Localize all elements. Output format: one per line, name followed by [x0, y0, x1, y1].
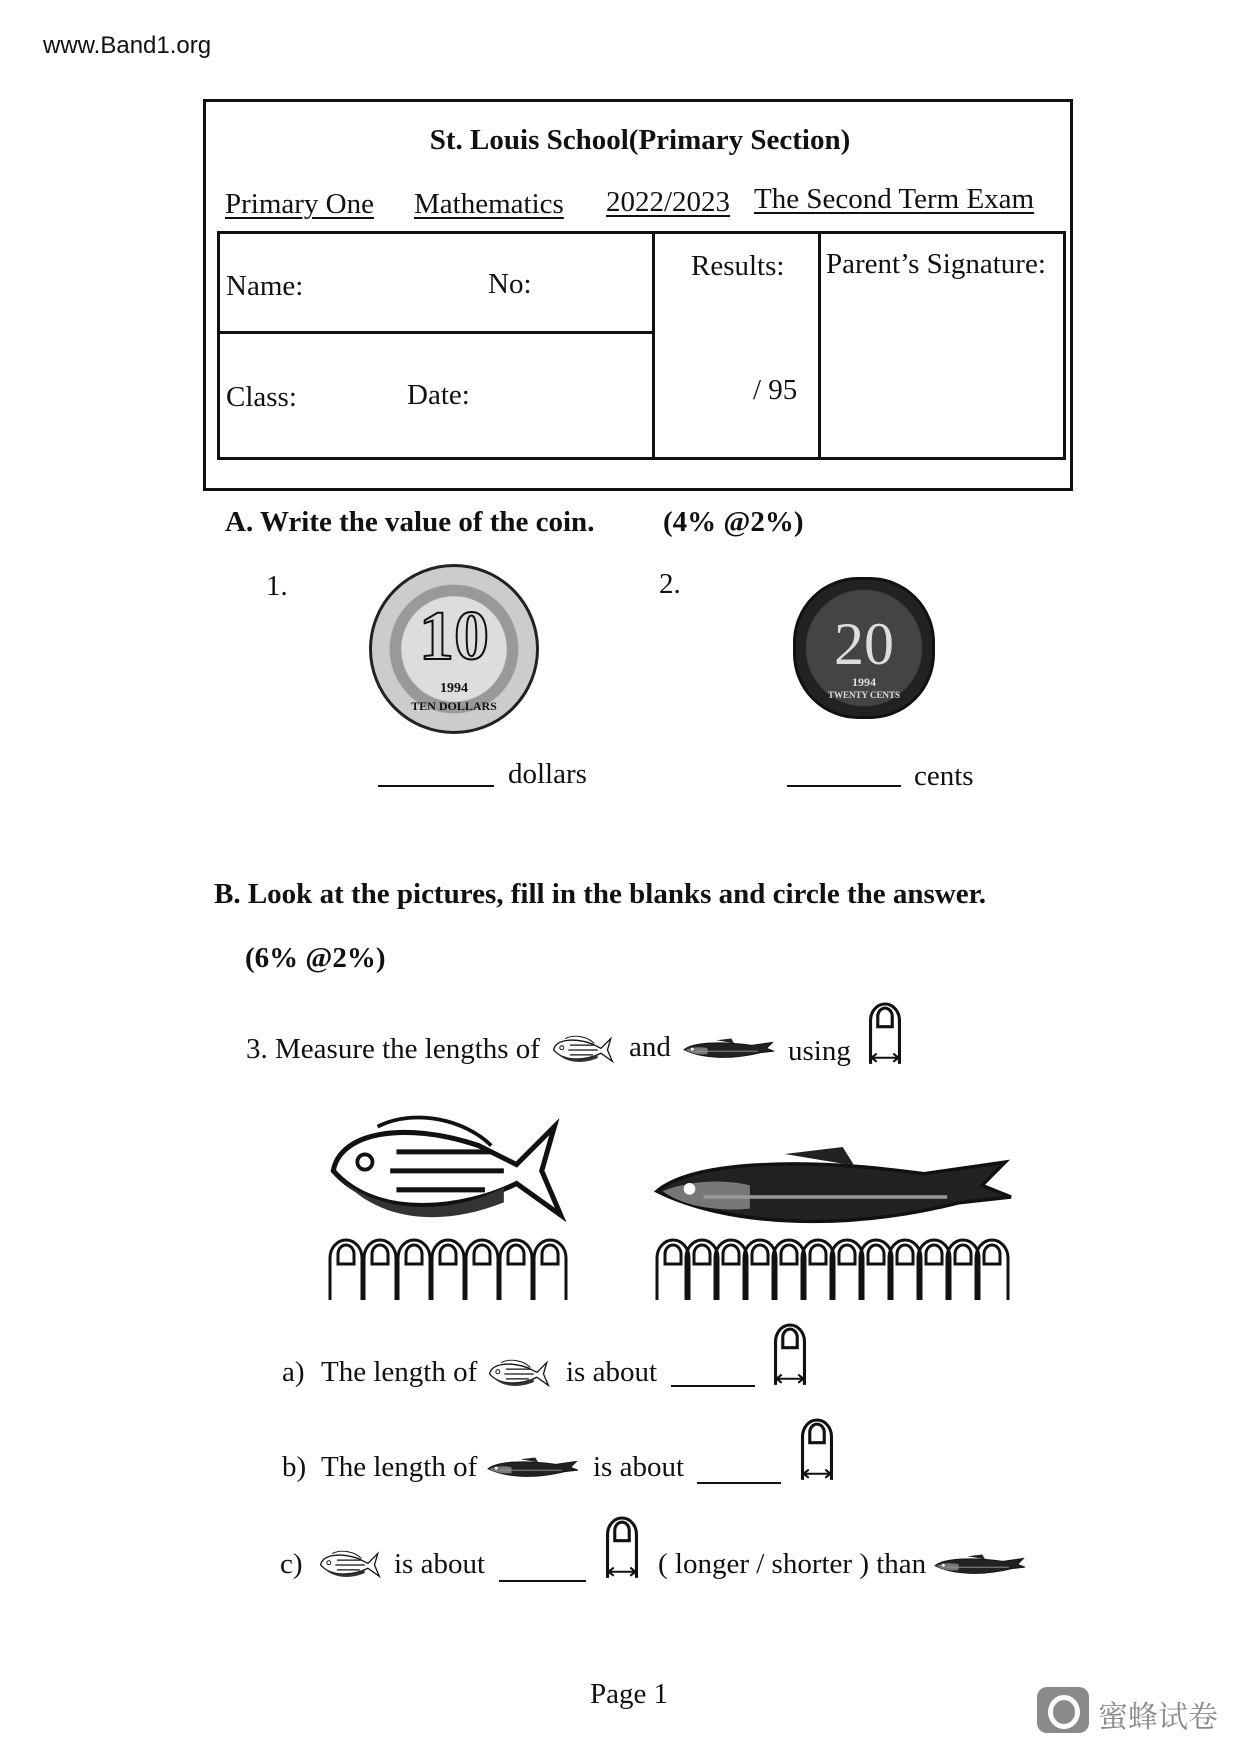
question-number: 2. [659, 568, 681, 600]
answer-blank-q2[interactable] [787, 785, 901, 787]
part-c-is-about: is about [394, 1548, 486, 1580]
sardine-icon [488, 1455, 578, 1481]
part-b-label: b) [282, 1451, 307, 1483]
longer-shorter-choice[interactable]: ( longer / shorter ) than [658, 1548, 927, 1580]
date-field[interactable]: Date: [407, 379, 470, 411]
brand-name: 蜜蜂试卷 [1098, 1700, 1218, 1735]
part-a-text: The length of [321, 1356, 478, 1388]
subject-label: Mathematics [414, 188, 564, 220]
year-label: 2022/2023 [606, 186, 731, 218]
sardine-picture [657, 1144, 1011, 1236]
and-text: and [629, 1031, 671, 1063]
class-field[interactable]: Class: [226, 381, 297, 413]
part-c-label: c) [280, 1548, 303, 1580]
answer-blank-q1[interactable] [378, 785, 494, 787]
coin-year: 1994 [852, 675, 876, 689]
finger-unit-icon [800, 1420, 834, 1482]
finger-row-fish [330, 1240, 570, 1300]
ten-dollar-coin-icon [369, 564, 539, 734]
fish-icon [552, 1030, 614, 1070]
school-title: St. Louis School(Primary Section) [429, 124, 851, 156]
fish-icon [319, 1546, 381, 1584]
question-number: 1. [266, 570, 288, 602]
results-total: / 95 [753, 374, 798, 406]
signature-field[interactable]: Parent’s Signature: [826, 248, 1046, 280]
part-b-is-about: is about [593, 1451, 685, 1483]
sardine-icon [935, 1552, 1025, 1578]
finger-row-sardine [657, 1240, 1011, 1300]
part-b-text: The length of [321, 1451, 478, 1483]
sardine-icon [684, 1034, 774, 1064]
table-divider [217, 331, 653, 334]
finger-unit-icon [605, 1518, 639, 1580]
part-a-is-about: is about [566, 1356, 658, 1388]
coin-text: TWENTY CENTS [828, 690, 900, 700]
answer-blank-b[interactable] [697, 1482, 781, 1484]
finger-unit-icon [773, 1325, 807, 1387]
website-watermark: www.Band1.org [43, 32, 212, 59]
number-field[interactable]: No: [488, 268, 532, 300]
finger-unit-icon [868, 1004, 902, 1066]
answer-blank-a[interactable] [671, 1385, 755, 1387]
brand-logo-icon [1037, 1687, 1089, 1733]
section-a-heading: A. Write the value of the coin. [225, 506, 595, 538]
table-divider [652, 231, 655, 457]
unit-dollars: dollars [508, 758, 587, 790]
table-divider [818, 231, 821, 457]
part-a-label: a) [282, 1356, 305, 1388]
twenty-cent-coin-icon [793, 577, 935, 719]
coin-value: 10 [419, 598, 489, 675]
coin-value: 20 [834, 611, 894, 677]
coin-year: 1994 [440, 681, 468, 696]
name-field[interactable]: Name: [226, 270, 304, 302]
exam-label: The Second Term Exam [754, 183, 1035, 215]
fish-icon [488, 1356, 550, 1392]
section-a-marks: (4% @2%) [663, 506, 804, 538]
answer-blank-c[interactable] [499, 1580, 586, 1582]
question-3-text: 3. Measure the lengths of [246, 1033, 540, 1065]
page-number: Page 1 [589, 1678, 669, 1710]
using-text: using [788, 1035, 851, 1067]
unit-cents: cents [914, 760, 974, 792]
section-b-heading: B. Look at the pictures, fill in the blanks and circle the answer. [214, 878, 987, 910]
results-label: Results: [691, 250, 785, 282]
big-fish-picture [327, 1099, 567, 1249]
coin-text: TEN DOLLARS [411, 699, 497, 713]
level-label: Primary One [225, 188, 374, 220]
section-b-marks: (6% @2%) [245, 942, 386, 974]
